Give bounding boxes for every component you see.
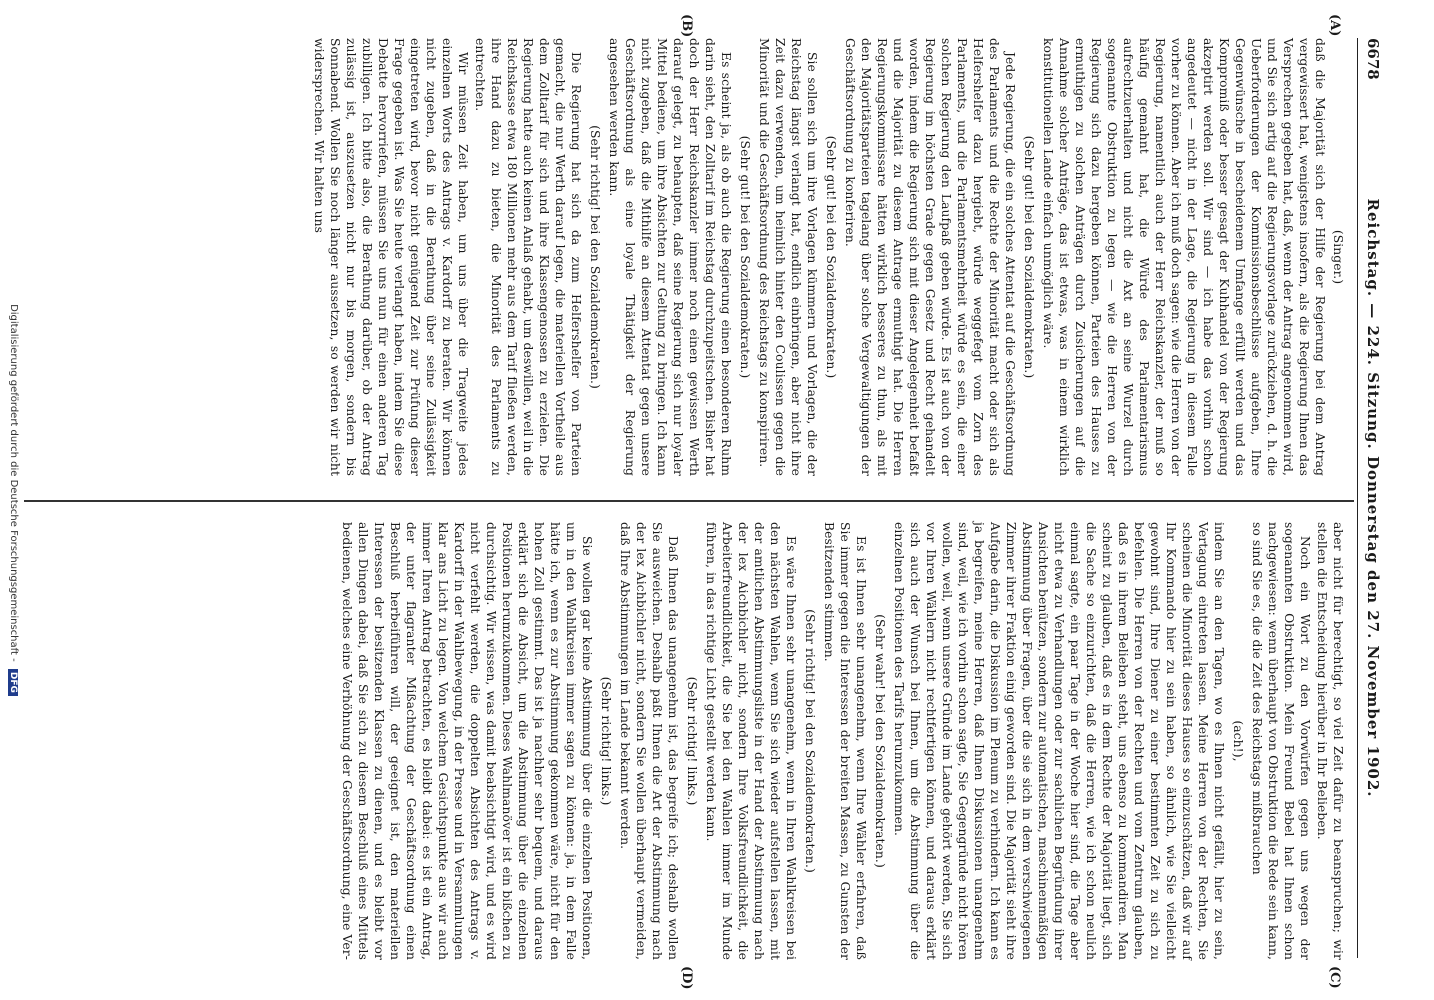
interjection: (Sehr gut! bei den Sozialdemokraten.) [1022,135,1036,379]
left-column [310,38,1346,476]
margin-marker-c: (C) [1327,966,1342,989]
right-column [338,522,1346,960]
dfg-logo: DFG [8,669,18,696]
page-header [1357,38,1386,958]
paragraph: aber nicht für berechtigt, so viel Zeit dafür zu beanspruchen; wir stellen die Entscheidung hierüber in Ihr Belieben. [1315,522,1345,960]
margin-marker-d: (D) [679,966,694,990]
page-number: 6678 [1364,38,1382,80]
interjection: (Sehr richtig! links.) [685,676,699,806]
paragraph: Wir müssen Zeit haben, um uns über die Tragweite jedes einzelnen Worts des Antrags v. Kardorff zu beraten. Wir können nicht zugeben, daß in die Berathung über seine Zulässigkeit eingetreten wird, bevor nicht genügend Zeit zur Prüfung dieser Frage gegeben ist. Was Sie heute verlangt haben, indem Sie diese Debatte hervorriefen, müssen Sie uns nun für einen anderen Tag zubilligen. Ich bitte also, die Berathung darüber, ob der Antrag zulässig ist, auszusetzen nicht nur bis morgen, sondern bis Sonnabend. Wollen Sie noch länger aussetzen, so werden wir nicht widersprechen. Wir halten uns [312,38,470,476]
interjection: (Sehr gut! bei den Sozialdemokraten.) [824,135,838,379]
interjection: (Sehr richtig! bei den Sozialdemokraten.) [588,125,602,389]
paragraph: Noch ein Wort zu den Vorwürfen gegen uns wegen der sogenannten Obstruktion. Mein Freund Bebel hat Ihnen schon nachgewiesen: wenn überhaupt von Obstruktion die Rede sein kann, so sind Sie es, die die Zeit des Reichstags mißbrauchen [1250,522,1312,960]
paragraph: daß die Majorität sich der Hilfe der Regierung bei dem Antrag vergewissert hat, wenigstens insofern, als die Regierung Ihnen das Versprechen gegeben hat, daß, wenn der Antrag angenommen wird, und Sie sich artig auf die Regierungsvorlage zurückziehen, d. h. die Ueberforderungen der Kommissionsbeschlüsse aufgeben, Ihre Gegenwünsche in bescheidenem Umfange erfüllt werden und das Kompromiß oder besser gesagt der Kuhhandel von der Regierung akzeptirt werden soll. Wir sind — ich habe das vorhin schon angedeutet — nicht in der Lage, die Regierung in diesem Falle vorher zu können. Aber ich muß doch sagen: wie die Herren von der Regierung, namentlich auch der Herr Reichskanzler, der muß so häufig gemahnt hat, die Würde des Parlamentarismus aufrechtzuerhalten und nicht die Axt an seine Wurzel durch sogenannte Obstruktion zu legen — wie die Herren von der Regierung sich dazu hergeben können, Parteien des Hauses zu ermuthigen zu solchen Anträgen durch Zusicherungen auf die Annahme solcher Anträge, das ist etwas, was in einem wirklich konstitutionellen Lande einfach unmöglich wäre. [1041,38,1327,476]
speaker-name: (Singer.) [1331,229,1345,285]
paragraph: Es wäre Ihnen sehr unangenehm, wenn in Ihren Wahlkreisen bei den nächsten Wahlen, wenn Sie sich wieder aufstellen lassen, mit der amtlichen Abstimmungsliste in der Hand der Abstimmung nach der lex Aichbichler nicht, sondern Ihre Volksfreundlichkeit, die Arbeiterfreundlichkeit, die Sie bei den Wahlen immer im Munde führen, in das richtige Licht gestellt werden kann. [704,522,798,960]
credit-text: Digitalisierung gefördert durch die Deutsche Forschungsgemeinschaft - [8,304,19,662]
digitization-credit [8,0,19,1000]
paragraph: Es ist Ihnen sehr unangenehm, wenn Ihre Wähler erfahren, daß Sie immer gegen die Interessen der breiten Massen, zu Gunsten der Besitzenden stimmen. [822,522,868,960]
page-title: Reichstag. — 224. Sitzung. Donnerstag den 27. November 1902. [1364,198,1382,798]
interjection: (Sehr gut! bei den Sozialdemokraten.) [738,135,752,379]
interjection: (ach!), [1231,720,1245,762]
interjection: (Sehr richtig! links.) [599,676,613,806]
paragraph: Die Regierung hat sich da zum Helfershelfer von Parteien gemacht, die nur Werth darauf legen, die materiellen Vortheile aus dem Zolltarif für sich und ihre Klassengenossen zu erzielen. Die Regierung hatte auch keinen Anlaß gehabt, um deswillen, weil in die Reichskasse etwa 180 Millionen mehr aus dem Tarif fließen werden, ihre Hand dazu zu bieten, die Minorität des Parlaments zu entrechten. [473,38,583,476]
paragraph: Daß Ihnen das unangenehm ist, das begreife ich; deshalb wollen Sie ausweichen. Deshalb paßt Ihnen die Art der Abstimmung nach der lex Aichbichler nicht, sondern Sie wollen überhaupt vermeiden, daß Ihre Abstimmungen im Lande bekannt werden. [618,522,680,960]
paragraph: Es scheint ja, als ob auch die Regierung einen besonderen Ruhm darin sieht, den Zolltarif im Reichstag durchzupeitschen. Bisher hat doch der Herr Reichskanzler immer noch einen gewissen Werth darauf gelegt, zu behaupten, daß seine Regierung sich nur loyaler Mittel bediene, um ihre Absichten zur Geltung zu bringen. Ich kann nicht zugeben, daß die Mithilfe an diesem Attentat gegen unsere Geschäftsordnung als eine loyale Thätigkeit der Regierung angesehen werden kann. [607,38,733,476]
interjection: (Sehr wahr! bei den Sozialdemokraten.) [873,614,887,868]
column-divider [24,500,1354,502]
interjection: (Sehr richtig! bei den Sozialdemokraten.) [803,609,817,873]
paragraph: Sie sollen sich um ihre Vorlagen kümmern und Vorlagen, die der Reichstag längst verlangt hat, endlich einbringen, aber nicht ihre Zeit dazu verwenden, um heimlich hinter den Coulissen gegen die Minorität und die Geschäftsordnung des Reichstags zu konspiriren. [757,38,819,476]
paragraph: indem Sie an den Tagen, wo es Ihnen nicht gefällt, hier zu sein, Vertagung eintreten lassen. Meine Herren von der Rechten, Sie scheinen die Minorität dieses Hauses so einzuschätzen, daß wir auf Ihr Kommando hier zu sein haben, so ähnlich, wie Sie vielleicht gewohnt sind, Ihre Diener zu einer bestimmten Zeit zu sich zu befehlen. Die Herren von der Rechten und vom Zentrum glauben, daß es in ihrem Belieben steht, uns ebenso zu kommandiren. Man scheint zu glauben, daß es in dem Rechte der Majorität liegt, sich die Sache so einzurichten, daß die Herren, wie ich schon neulich einmal sagte, ein paar Tage in der Woche hier sind, die Tage aber nicht etwa zu Verhandlungen oder zur sachlichen Begründung ihrer Ansichten benützen, sondern zur automatischen, maschinenmäßigen Abstimmung über Fragen, über die sie sich in dem verschwiegenen Zimmer ihrer Fraktion einig geworden sind. Die Majorität sieht ihre Aufgabe darin, die Diskussion im Plenum zu verhindern. Ich kann es ja begreifen, meine Herren, daß Ihnen Diskussionen unangenehm sind, weil, wie ich vorhin schon sagte, Sie Gegengründe nicht hören wollen, weil, wenn unsere Gründe im Lande gehört werden, Sie sich vor Ihren Wählern nicht rechtfertigen können, und daraus erklärt sich auch der Wunsch bei Ihnen, um die Abstimmung über die einzelnen Positionen des Tarifs herumzukommen. [892,522,1226,960]
paragraph: Sie wollen gar keine Abstimmung über die einzelnen Positionen, um in den Wahlkreisen immer sagen zu können: ja, in dem Falle hätte ich, wenn es zur Abstimmung gekommen wäre, nicht für den hohen Zoll gestimmt. Das ist ja nachher sehr bequem, und daraus erklärt sich die Absicht, um die Abstimmung über die einzelnen Positionen herumzukommen. Dieses Wahlmanöver ist ein bißchen zu durchsichtig. Wir wissen, was damit beabsichtigt wird, und es wird nicht verfehlt werden, die doppelten Absichten des Antrags v. Kardorff in der Wahlbewegung, in der Presse und in Versammlungen klar ans Licht zu legen. Von welchem Gesichtspunkte aus wir auch immer Ihren Antrag betrachten, es bleibt dabei: es ist ein Antrag, der unter flagranter Mißachtung der Geschäftsordnung einen Beschluß herbeiführen will, der geeignet ist, den materiellen Interessen der besitzenden Klassen zu dienen, und es bleibt vor allen Dingen dabei, daß Sie sich zu diesem Beschluß eines Mittels bedienen, welches eine Verhöhnung der Geschäftsordnung, eine Ver- [340,522,594,960]
margin-marker-a: (A) [1327,14,1342,37]
paragraph: Jede Regierung, die ein solches Attentat auf die Geschäftsordnung des Parlaments und die Rechte der Minorität macht oder sich als Helfershelfer dazu hergiebt, würde weggefegt vom Zorn des Parlaments, und die Parlamentsmehrheit würde es sein, die einer solchen Regierung den Laufpaß geben würde. Es ist auch von der Regierung im höchsten Grade gegen Gesetz und Recht gehandelt worden, indem die Regierung sich mit dieser Angelegenheit befaßt und die Majorität zu diesem Antrage ermuthigt hat. Die Herren Regierungskommissare hätten wirklich besseres zu thun, als mit den Majoritätsparteien tagelang über solche Vergewaltigungen der Geschäftsordnung zu konferiren. [843,38,1017,476]
margin-marker-b: (B) [679,14,694,38]
